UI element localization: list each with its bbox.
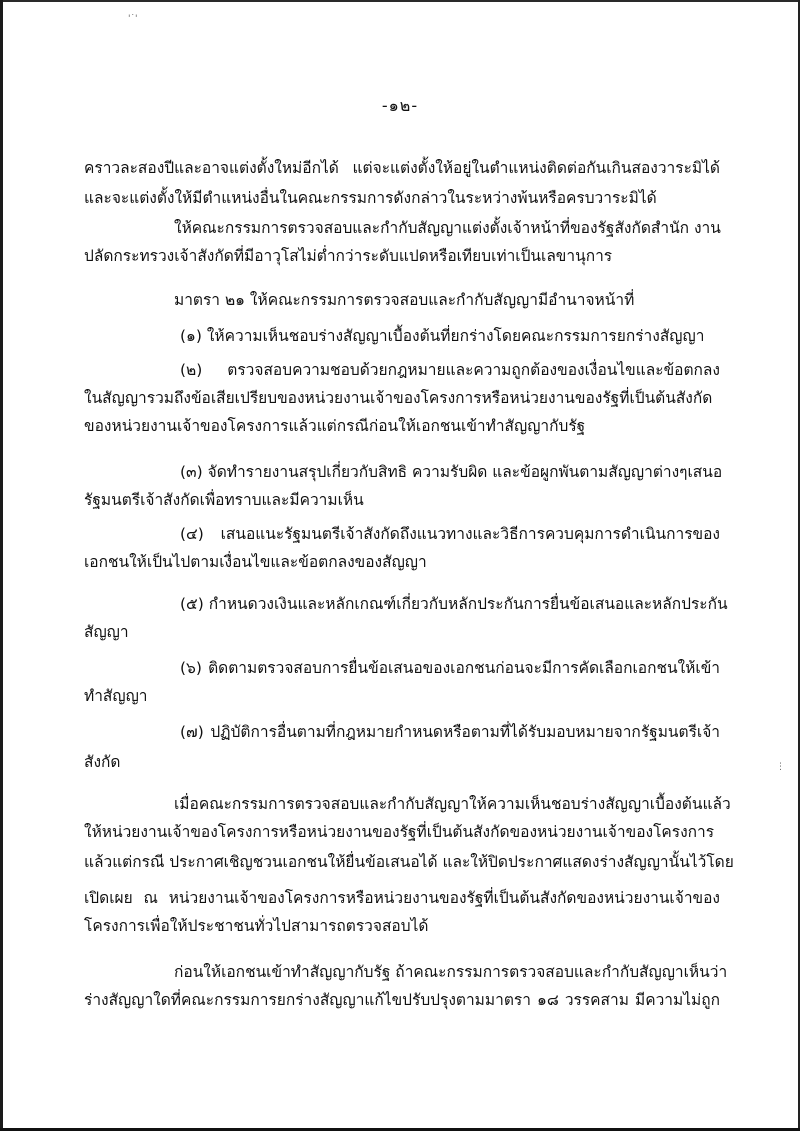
text-line: ในสัญญารวมถึงข้อเสียเปรียบของหน่วยงานเจ้าของโครงการหรือหน่วยงานของรัฐที่เป็นต้นสังกัด: [84, 389, 713, 407]
text-line: คราวละสองปีและอาจแต่งตั้งใหม่อีกได้ แต่จะแต่งตั้งให้อยู่ในตำแหน่งติดต่อกันเกินสองวาระมิได้: [84, 159, 720, 177]
text-line: เมื่อคณะกรรมการตรวจสอบและกำกับสัญญาให้ความเห็นชอบร่างสัญญาเบื้องต้นแล้ว: [174, 795, 731, 813]
section-heading: มาตรา ๒๑ ให้คณะกรรมการตรวจสอบและกำกับสัญญามีอำนาจหน้าที่: [174, 291, 635, 309]
text-line: ปลัดกระทรวงเจ้าสังกัดที่มีอาวุโสไม่ต่ำกว่าระดับแปดหรือเทียบเท่าเป็นเลขานุการ: [84, 247, 613, 265]
text-line: เอกชนให้เป็นไปตามเงื่อนไขและข้อตกลงของสัญญา: [84, 553, 427, 571]
scan-speck: ⋮: [776, 762, 785, 772]
text-line: ทำสัญญา: [84, 687, 148, 705]
text-line: ให้คณะกรรมการตรวจสอบและกำกับสัญญาแต่งตั้งเจ้าหน้าที่ของรัฐสังกัดสำนัก งาน: [174, 219, 721, 237]
text-line: ของหน่วยงานเจ้าของโครงการแล้วแต่กรณีก่อนให้เอกชนเข้าทำสัญญากับรัฐ: [84, 417, 586, 435]
text-line: โครงการเพื่อให้ประชาชนทั่วไปสามารถตรวจสอบได้: [84, 917, 429, 935]
scan-speck: '˙': [128, 14, 138, 24]
list-item: (๓) จัดทำรายงานสรุปเกี่ยวกับสิทธิ ความรับผิด และข้อผูกพันตามสัญญาต่างๆเสนอ: [180, 463, 723, 481]
list-item: (๗) ปฏิบัติการอื่นตามที่กฎหมายกำหนดหรือตามที่ได้รับมอบหมายจากรัฐมนตรีเจ้า: [180, 723, 720, 741]
text-line: ร่างสัญญาใดที่คณะกรรมการยกร่างสัญญาแก้ไขปรับปรุงตามมาตรา ๑๘ วรรคสาม มีความไม่ถูก: [84, 991, 720, 1009]
scan-edge-top: [0, 0, 800, 2]
list-item: (๑) ให้ความเห็นชอบร่างสัญญาเบื้องต้นที่ยกร่างโดยคณะกรรมการยกร่างสัญญา: [180, 327, 705, 345]
scan-edge-left: [0, 0, 3, 1131]
text-line: สังกัด: [84, 753, 121, 771]
list-item: (๔) เสนอแนะรัฐมนตรีเจ้าสังกัดถึงแนวทางและวิธีการควบคุมการดำเนินการของ: [180, 525, 720, 543]
text-line: แล้วแต่กรณี ประกาศเชิญชวนเอกชนให้ยื่นข้อเสนอได้ และให้ปิดประกาศแสดงร่างสัญญานั้นไว้โดย: [84, 853, 734, 871]
text-line: รัฐมนตรีเจ้าสังกัดเพื่อทราบและมีความเห็น: [84, 491, 364, 509]
text-line: เปิดเผย ณ หน่วยงานเจ้าของโครงการหรือหน่วยงานของรัฐที่เป็นต้นสังกัดของหน่วยงานเจ้าของ: [84, 889, 720, 907]
text-line: และจะแต่งตั้งให้มีตำแหน่งอื่นในคณะกรรมการดังกล่าวในระหว่างพ้นหรือครบวาระมิได้: [84, 189, 657, 207]
text-line: ให้หน่วยงานเจ้าของโครงการหรือหน่วยงานของรัฐที่เป็นต้นสังกัดของหน่วยงานเจ้าของโครงการ: [84, 823, 715, 841]
list-item: (๖) ติดตามตรวจสอบการยื่นข้อเสนอของเอกชนก่อนจะมีการคัดเลือกเอกชนให้เข้า: [180, 659, 720, 677]
text-line: ก่อนให้เอกชนเข้าทำสัญญากับรัฐ ถ้าคณะกรรมการตรวจสอบและกำกับสัญญาเห็นว่า: [174, 963, 728, 981]
text-line: สัญญา: [84, 623, 129, 641]
list-item: (๒) ตรวจสอบความชอบด้วยกฎหมายและความถูกต้องของเงื่อนไขและข้อตกลง: [180, 361, 720, 379]
page-number: -๑๒-: [381, 96, 419, 115]
list-item: (๕) กำหนดวงเงินและหลักเกณฑ์เกี่ยวกับหลักประกันการยื่นข้อเสนอและหลักประกัน: [180, 595, 728, 613]
